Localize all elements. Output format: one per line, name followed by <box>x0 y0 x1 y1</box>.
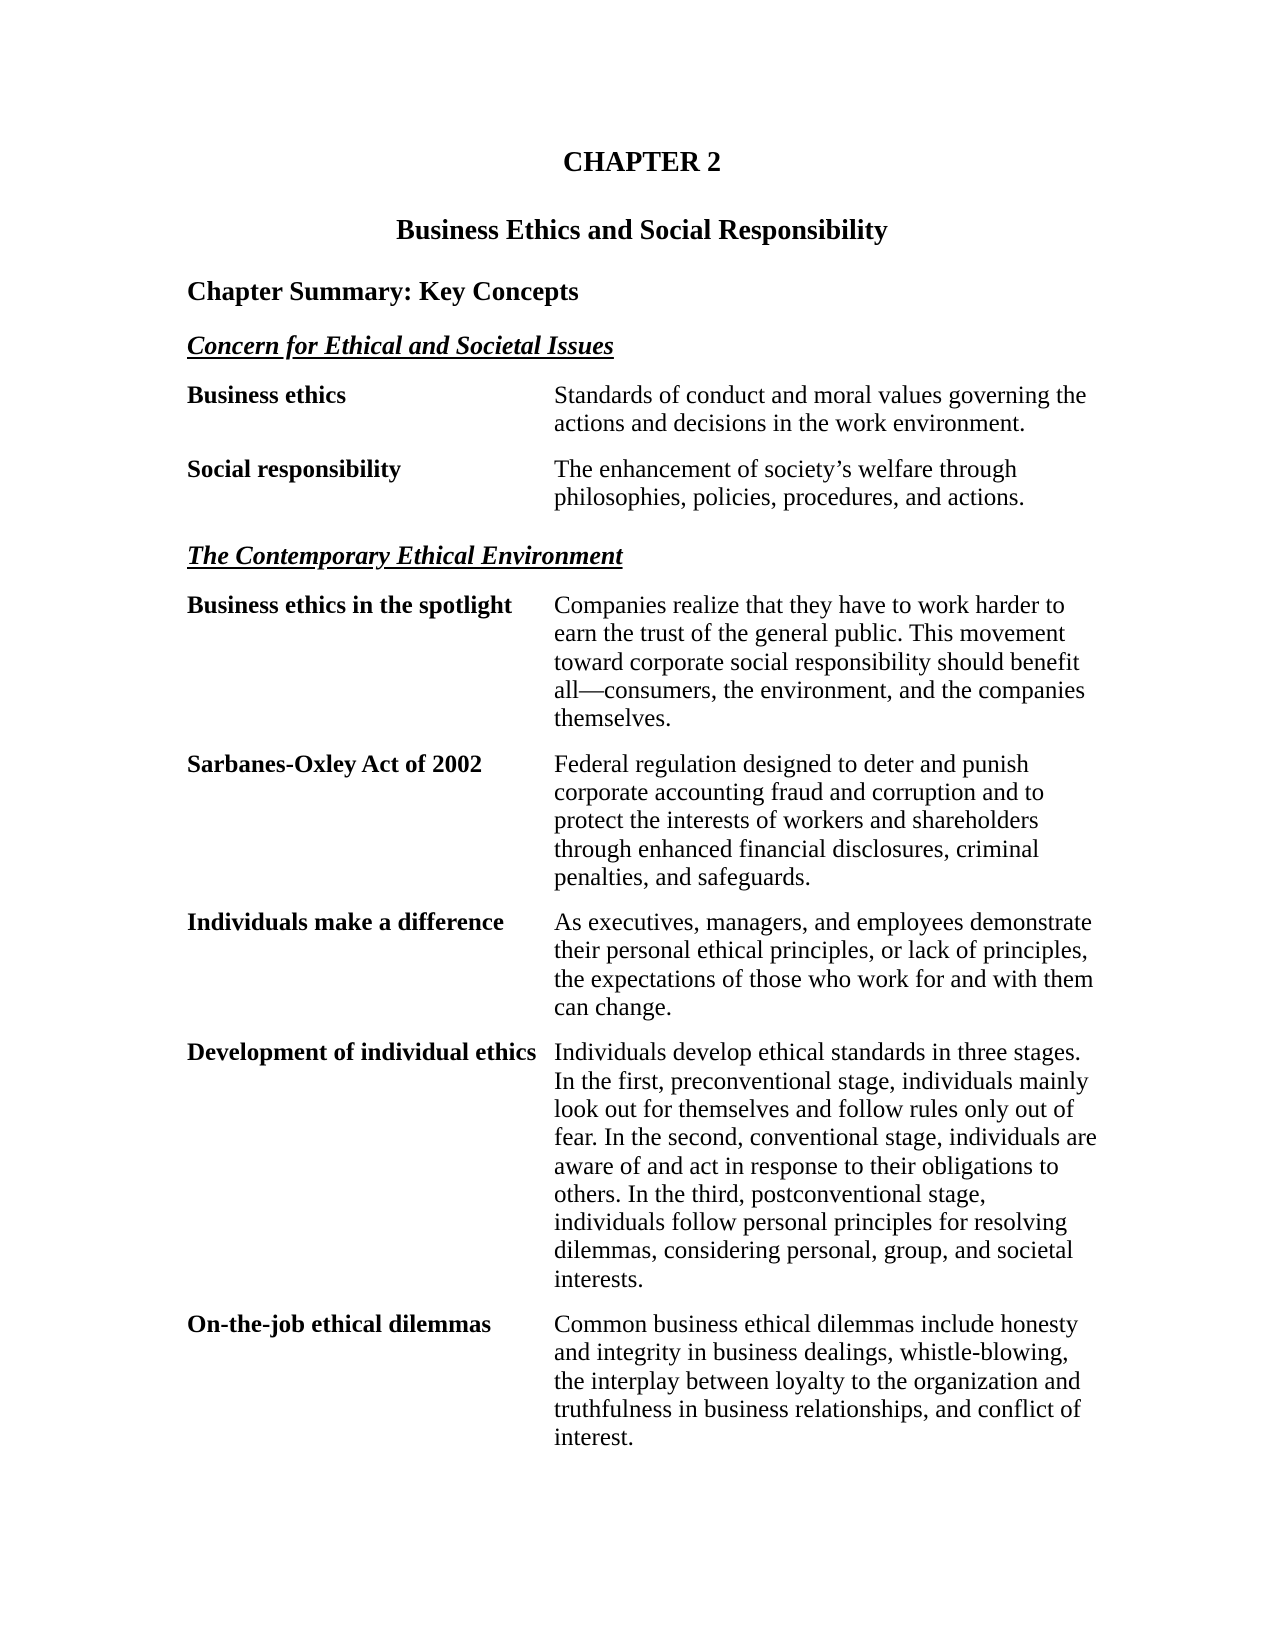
document-title: Business Ethics and Social Responsibility <box>396 215 888 246</box>
section-heading: Concern for Ethical and Societal Issues <box>187 331 614 360</box>
term-definition-row <box>187 751 1097 892</box>
term-definition-row <box>187 1311 1097 1452</box>
definition-text: Individuals develop ethical standards in three stages. In the first, preconventional stage, individuals mainly look out for themselves and follow rules only out of fear. In the second, conventional stage, individuals are aware of and act in response to their obligations to others. In the third, postconventional stage, individuals follow personal principles for resolving dilemmas, considering personal, group, and societal interests. <box>554 1039 1097 1293</box>
term-label: Development of individual ethics <box>187 1039 537 1067</box>
section-heading: The Contemporary Ethical Environment <box>187 541 623 571</box>
term-definition-row <box>187 382 1097 439</box>
term-definition-row <box>187 592 1097 733</box>
definition-text: The enhancement of society’s welfare through philosophies, policies, procedures, and actions. <box>554 455 1025 511</box>
term-label: Business ethics in the spotlight <box>187 592 513 620</box>
definition-text: Companies realize that they have to work harder to earn the trust of the general public. This movement toward corporate social responsibility should benefit all—consumers, the environment, and the companies themselves. <box>554 592 1086 733</box>
definition-text: Federal regulation designed to deter and punish corporate accounting fraud and corruption and to protect the interests of workers and shareholders through enhanced financial disclosures, criminal penalties, and safeguards. <box>554 750 1045 891</box>
definition-text: Common business ethical dilemmas include honesty and integrity in business dealings, whistle-blowing, the interplay between loyalty to the organization and truthfulness in business relationships, and conflict of interest. <box>554 1311 1082 1452</box>
definition-text: As executives, managers, and employees demonstrate their personal ethical principles, or lack of principles, the expectations of those who work for and with them can change. <box>554 909 1094 1022</box>
term-definition-row <box>187 909 1097 1022</box>
term-label: Individuals make a difference <box>187 909 504 937</box>
term-label: On-the-job ethical dilemmas <box>187 1311 492 1339</box>
term-definition-row <box>187 1039 1097 1294</box>
definition-text: Standards of conduct and moral values governing the actions and decisions in the work environment. <box>554 382 1087 438</box>
summary-heading: Chapter Summary: Key Concepts <box>187 276 579 306</box>
term-definition-row <box>187 456 1097 513</box>
term-label: Sarbanes-Oxley Act of 2002 <box>187 750 483 778</box>
term-label: Business ethics <box>187 382 347 409</box>
chapter-label: CHAPTER 2 <box>563 147 721 178</box>
term-label: Social responsibility <box>187 455 402 483</box>
